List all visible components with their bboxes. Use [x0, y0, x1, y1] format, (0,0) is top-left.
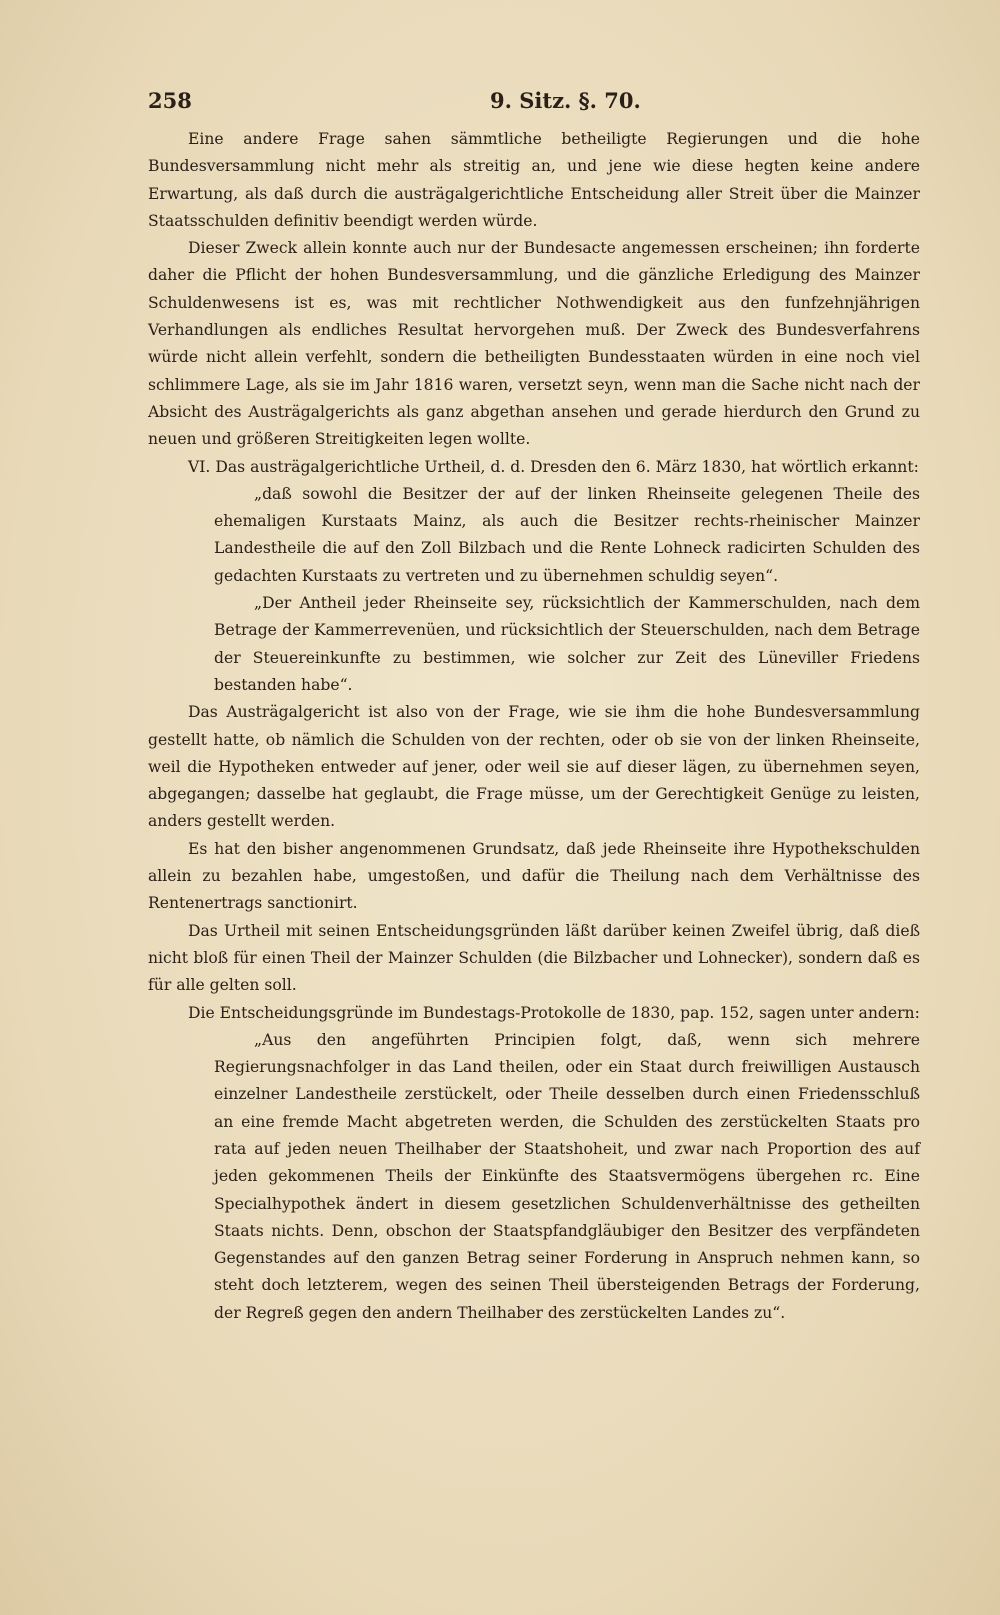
page-number: 258: [148, 88, 192, 113]
body-text: [148, 126, 920, 1327]
quote-paragraph: „Aus den angeführten Principien folgt, daß, wenn sich mehrere Regierungsnachfolger in das Land theilen, oder ein Staat durch freiwilligen Austausch einzelner Landestheile zerstückelt, oder Theile desselben durch einen Friedensschluß an eine fremde Macht abgetreten werden, die Schulden des zerstückelten Staats pro rata auf jeden neuen Theilhaber der Staatshoheit, und zwar nach Proportion des auf jeden gekommenen Theils der Einkünfte des Staatsvermögens übergehen rc. Eine Specialhypothek ändert in diesem gesetzlichen Schuldenverhältnisse des getheilten Staats nichts. Denn, obschon der Staatspfandgläubiger den Besitzer des verpfändeten Gegenstandes auf den ganzen Betrag seiner Forderung in Anspruch nehmen kann, so steht doch letzterem, wegen des seinen Theil übersteigenden Betrags der Forderung, der Regreß gegen den andern Theilhaber des zerstückelten Landes zu“.: [214, 1030, 920, 1322]
running-head: 9. Sitz. §. 70.: [490, 88, 641, 113]
paragraph: Das Austrägalgericht ist also von der Frage, wie sie ihm die hohe Bundesversammlung gestellt hatte, ob nämlich die Schulden von der rechten, oder ob sie von der linken Rheinseite, weil die Hypotheken entweder auf jener, oder weil sie auf dieser lägen, zu übernehmen seyen, abgegangen; dasselbe hat geglaubt, die Frage müsse, um der Gerechtigkeit Genüge zu leisten, anders gestellt werden.: [148, 703, 920, 831]
paragraph: Das Urtheil mit seinen Entscheidungsgründen läßt darüber keinen Zweifel übrig, daß dieß nicht bloß für einen Theil der Mainzer Schulden (die Bilzbacher und Lohnecker), sondern daß es für alle gelten soll.: [148, 921, 920, 995]
quote-paragraph: „daß sowohl die Besitzer der auf der linken Rheinseite gelegenen Theile des ehemaligen Kurstaats Mainz, als auch die Besitzer rechts-rheinischer Mainzer Landestheile die auf den Zoll Bilzbach und die Rente Lohneck radicirten Schulden des gedachten Kurstaats zu vertreten und zu übernehmen schuldig seyen“.: [214, 484, 920, 585]
page-header: [148, 88, 920, 118]
quote-paragraph: „Der Antheil jeder Rheinseite sey, rücksichtlich der Kammerschulden, nach dem Betrage der Kammerrevenüen, und rücksichtlich der Steuerschulden, nach dem Betrage der Steuereinkunfte zu bestimmen, wie solcher zur Zeit des Lüneviller Friedens bestanden habe“.: [214, 594, 920, 694]
paragraph: Dieser Zweck allein konnte auch nur der Bundesacte angemessen erscheinen; ihn forderte daher die Pflicht der hohen Bundesversammlung, und die gänzliche Erledigung des Mainzer Schuldenwesens ist es, was mit rechtlicher Nothwendigkeit aus den funfzehnjährigen Verhandlungen als endliches Resultat hervorgehen muß. Der Zweck des Bundesverfahrens würde nicht allein verfehlt, sondern die betheiligten Bundesstaaten würden in eine noch viel schlimmere Lage, als sie im Jahr 1816 waren, versetzt seyn, wenn man die Sache nicht nach der Absicht des Austrägalgerichts als ganz abgethan ansehen und gerade hierdurch den Grund zu neuen und größeren Streitigkeiten legen wollte.: [148, 239, 920, 449]
paragraph: Eine andere Frage sahen sämmtliche betheiligte Regierungen und die hohe Bundesversammlung nicht mehr als streitig an, und jene wie diese hegten keine andere Erwartung, als daß durch die austrägalgerichtliche Entscheidung aller Streit über die Mainzer Staatsschulden definitiv beendigt werden würde.: [148, 130, 920, 230]
paragraph: Es hat den bisher angenommenen Grundsatz, daß jede Rheinseite ihre Hypothekschulden allein zu bezahlen habe, umgestoßen, und dafür die Theilung nach dem Verhältnisse des Rentenertrags sanctionirt.: [148, 839, 920, 913]
paragraph: VI. Das austrägalgerichtliche Urtheil, d. d. Dresden den 6. März 1830, hat wörtlich erkannt:: [188, 457, 919, 476]
paragraph: Die Entscheidungsgründe im Bundestags-Protokolle de 1830, pap. 152, sagen unter andern:: [188, 1003, 920, 1022]
